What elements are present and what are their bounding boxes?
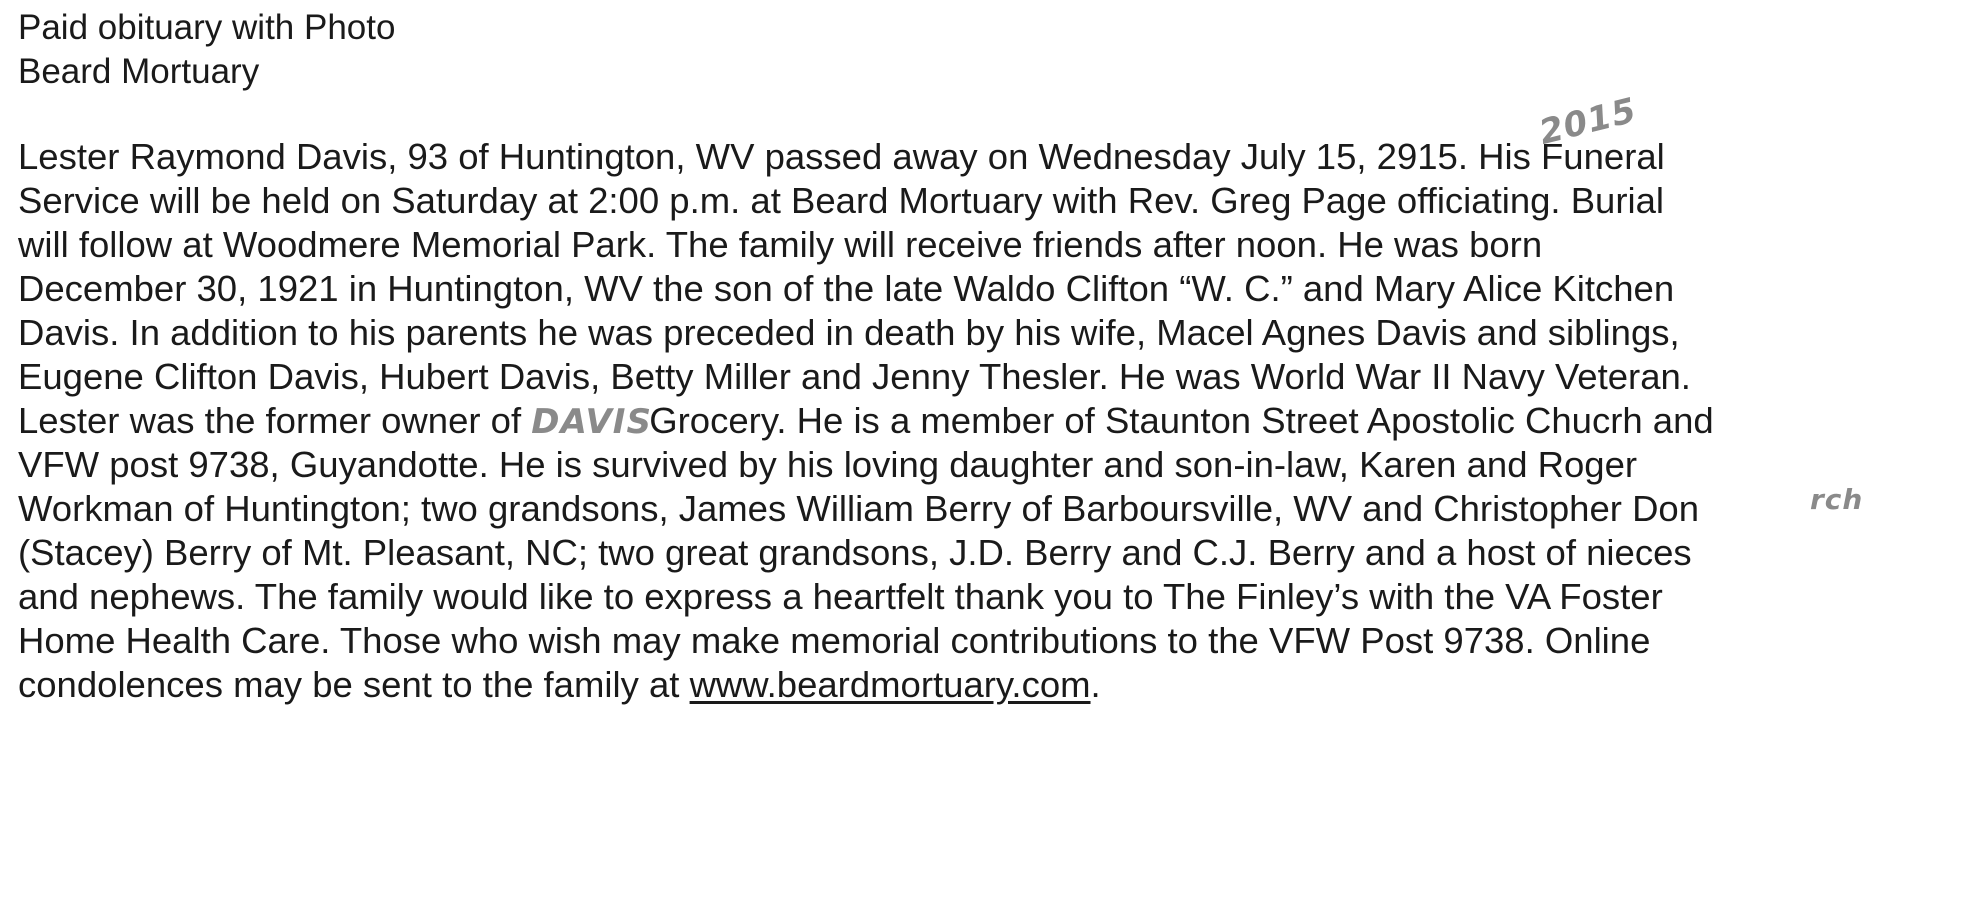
- obituary-line: Davis. In addition to his parents he was preceded in death by his wife, Macel Agnes Davis and siblings,: [18, 312, 1680, 353]
- obituary-line: (Stacey) Berry of Mt. Pleasant, NC; two great grandsons, J.D. Berry and C.J. Berry and a host of nieces: [18, 532, 1692, 573]
- obituary-line: will follow at Woodmere Memorial Park. The family will receive friends after noon. He was born: [18, 224, 1543, 265]
- document-type-label: Paid obituary with Photo: [18, 8, 396, 47]
- obituary-line-part: condolences may be sent to the family at: [18, 664, 680, 705]
- obituary-line: and nephews. The family would like to express a heartfelt thank you to The Finley’s with the VA Foster: [18, 576, 1663, 617]
- obituary-line-part: Lester was the former owner of: [18, 400, 522, 441]
- obituary-line: Lester Raymond Davis, 93 of Huntington, WV passed away on Wednesday July 15, 2915. His Funeral: [18, 136, 1665, 177]
- obituary-line: Home Health Care. Those who wish may make memorial contributions to the VFW Post 9738. Online: [18, 620, 1651, 661]
- mortuary-name: Beard Mortuary: [18, 52, 260, 91]
- obituary-line-part: Grocery. He is a member of Staunton Street Apostolic Chucrh and: [649, 400, 1714, 441]
- obituary-line: Workman of Huntington; two grandsons, James William Berry of Barboursville, WV and Christopher Don: [18, 488, 1700, 529]
- obituary-line: [18, 399, 1714, 444]
- handwritten-inline-insert: DAVIS: [531, 402, 652, 442]
- obituary-line: [18, 663, 1101, 707]
- obituary-line: VFW post 9738, Guyandotte. He is survived by his loving daughter and son-in-law, Karen and Roger: [18, 444, 1638, 485]
- obituary-line: Eugene Clifton Davis, Hubert Davis, Betty Miller and Jenny Thesler. He was World War II Navy Veteran.: [18, 356, 1691, 397]
- handwritten-spelling-correction: rch: [1810, 483, 1864, 516]
- mortuary-website-link[interactable]: www.beardmortuary.com: [689, 664, 1091, 705]
- closing-period: .: [1090, 664, 1101, 705]
- handwritten-year-correction: 2015: [1535, 90, 1641, 153]
- obituary-line: December 30, 1921 in Huntington, WV the son of the late Waldo Clifton “W. C.” and Mary Alice Kitchen: [18, 268, 1675, 309]
- obituary-line: Service will be held on Saturday at 2:00 p.m. at Beard Mortuary with Rev. Greg Page officiating. Burial: [18, 180, 1665, 221]
